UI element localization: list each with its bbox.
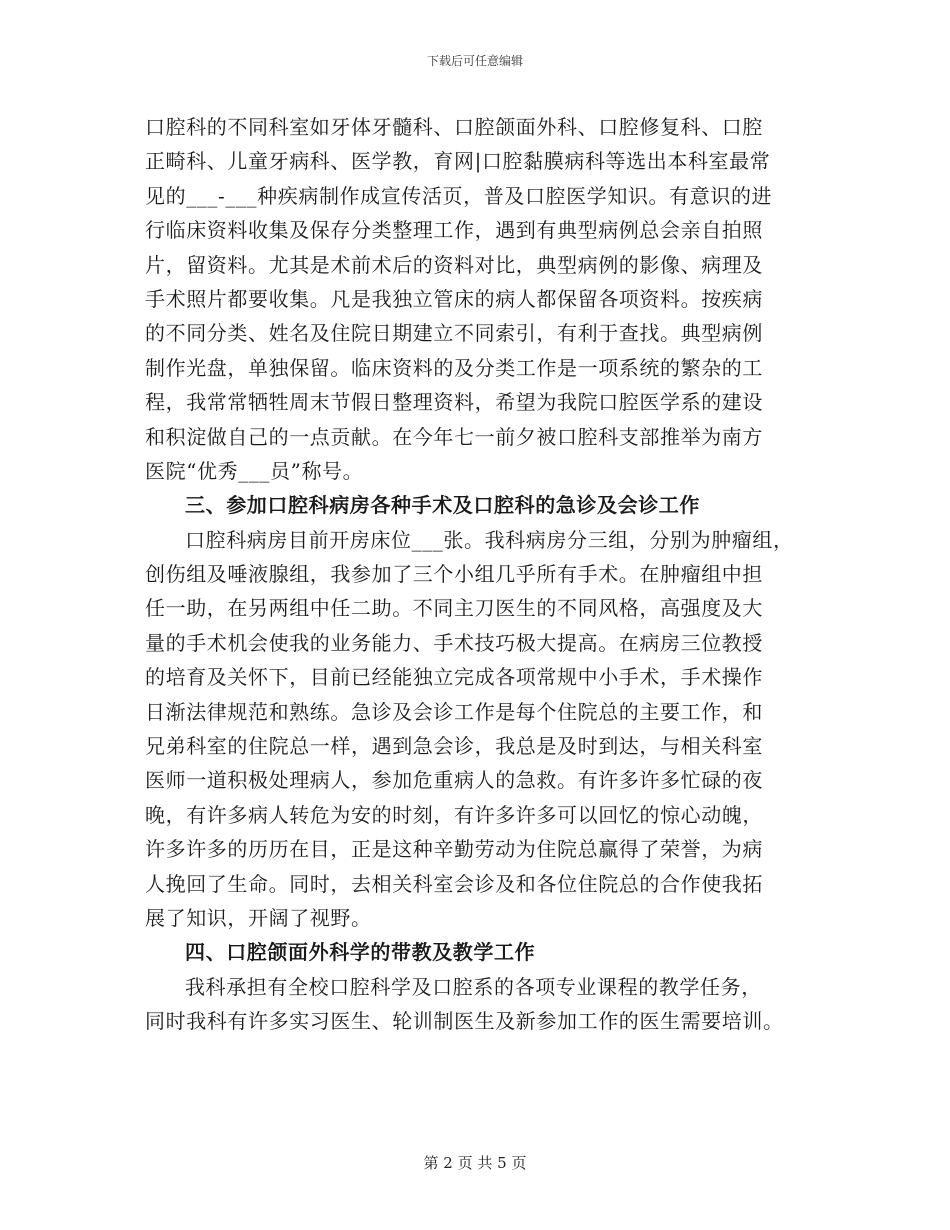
body-line-10: 和积淀做自己的一点贡献。在今年七一前夕被口腔科支部推举为南方 [145,424,763,449]
section-3-line-7: 兄弟科室的住院总一样，遇到急会诊，我总是及时到达，与相关科室 [145,734,763,759]
section-3-line-5: 的培育及关怀下，目前已经能独立完成各项常规中小手术，手术操作 [145,665,763,690]
page-header: 下载后可任意编辑 [426,54,523,68]
body-line-1: 口腔科的不同科室如牙体牙髓科、口腔颌面外科、口腔修复科、口腔 [145,115,763,139]
section-3-line-2: 创伤组及唾液腺组，我参加了三个小组几乎所有手术。在肿瘤组中担 [145,562,763,587]
section-3-line-6: 日渐法律规范和熟练。急诊及会诊工作是每个住院总的主要工作，和 [145,699,763,724]
body-line-11: 医院“优秀___员”称号。 [145,458,364,483]
section-4-line-1: 我科承担有全校口腔科学及口腔系的各项专业课程的教学任务， [185,974,762,999]
section-4-line-2: 同时我科有许多实习医生、轮训制医生及新参加工作的医生需要培训。 [145,1009,784,1034]
body-line-3: 见的___-___种疾病制作成宣传活页，普及口腔医学知识。有意识的进 [145,183,773,208]
body-line-4: 行临床资料收集及保存分类整理工作，遇到有典型病例总会亲自拍照 [145,218,763,243]
section-3-line-8: 医师一道积极处理病人，参加危重病人的急救。有许多许多忙碌的夜 [145,768,763,793]
body-line-7: 的不同分类、姓名及住院日期建立不同索引，有利于查找。典型病例 [145,321,763,346]
section-3-line-1: 口腔科病房目前开房床位___张。我科病房分三组，分别为肿瘤组， [185,527,794,552]
document-body [145,112,810,1041]
section-3-line-9: 晚，有许多病人转危为安的时刻，有许多许多可以回忆的惊心动魄， [145,802,763,827]
section-3-heading: 三、参加口腔科病房各种手术及口腔科的急诊及会诊工作 [185,493,700,518]
page-number-footer: 第 2 页 共 5 页 [423,1154,527,1172]
section-3-line-10: 许多许多的历历在目，正是这种辛勤劳动为住院总赢得了荣誉，为病 [145,837,763,862]
body-line-5: 片，留资料。尤其是术前术后的资料对比，典型病例的影像、病理及 [145,252,763,277]
body-line-8: 制作光盘，单独保留。临床资料的及分类工作是一项系统的繁杂的工 [145,355,763,380]
body-line-6: 手术照片都要收集。凡是我独立管床的病人都保留各项资料。按疾病 [145,286,763,311]
section-3-line-3: 任一助，在另两组中任二助。不同主刀医生的不同风格，高强度及大 [145,596,763,621]
section-3-line-4: 量的手术机会使我的业务能力、手术技巧极大提高。在病房三位教授 [145,630,763,655]
section-3-line-12: 展了知识，开阔了视野。 [145,905,372,930]
body-line-9: 程，我常常牺牲周末节假日整理资料，希望为我院口腔医学系的建设 [145,390,763,415]
section-3-line-11: 人挽回了生命。同时，去相关科室会诊及和各位住院总的合作使我拓 [145,871,763,896]
section-4-heading: 四、口腔颌面外科学的带教及教学工作 [185,940,536,965]
body-line-2: 正畸科、儿童牙病科、医学教，育网|口腔黏膜病科等选出本科室最常 [145,149,771,174]
